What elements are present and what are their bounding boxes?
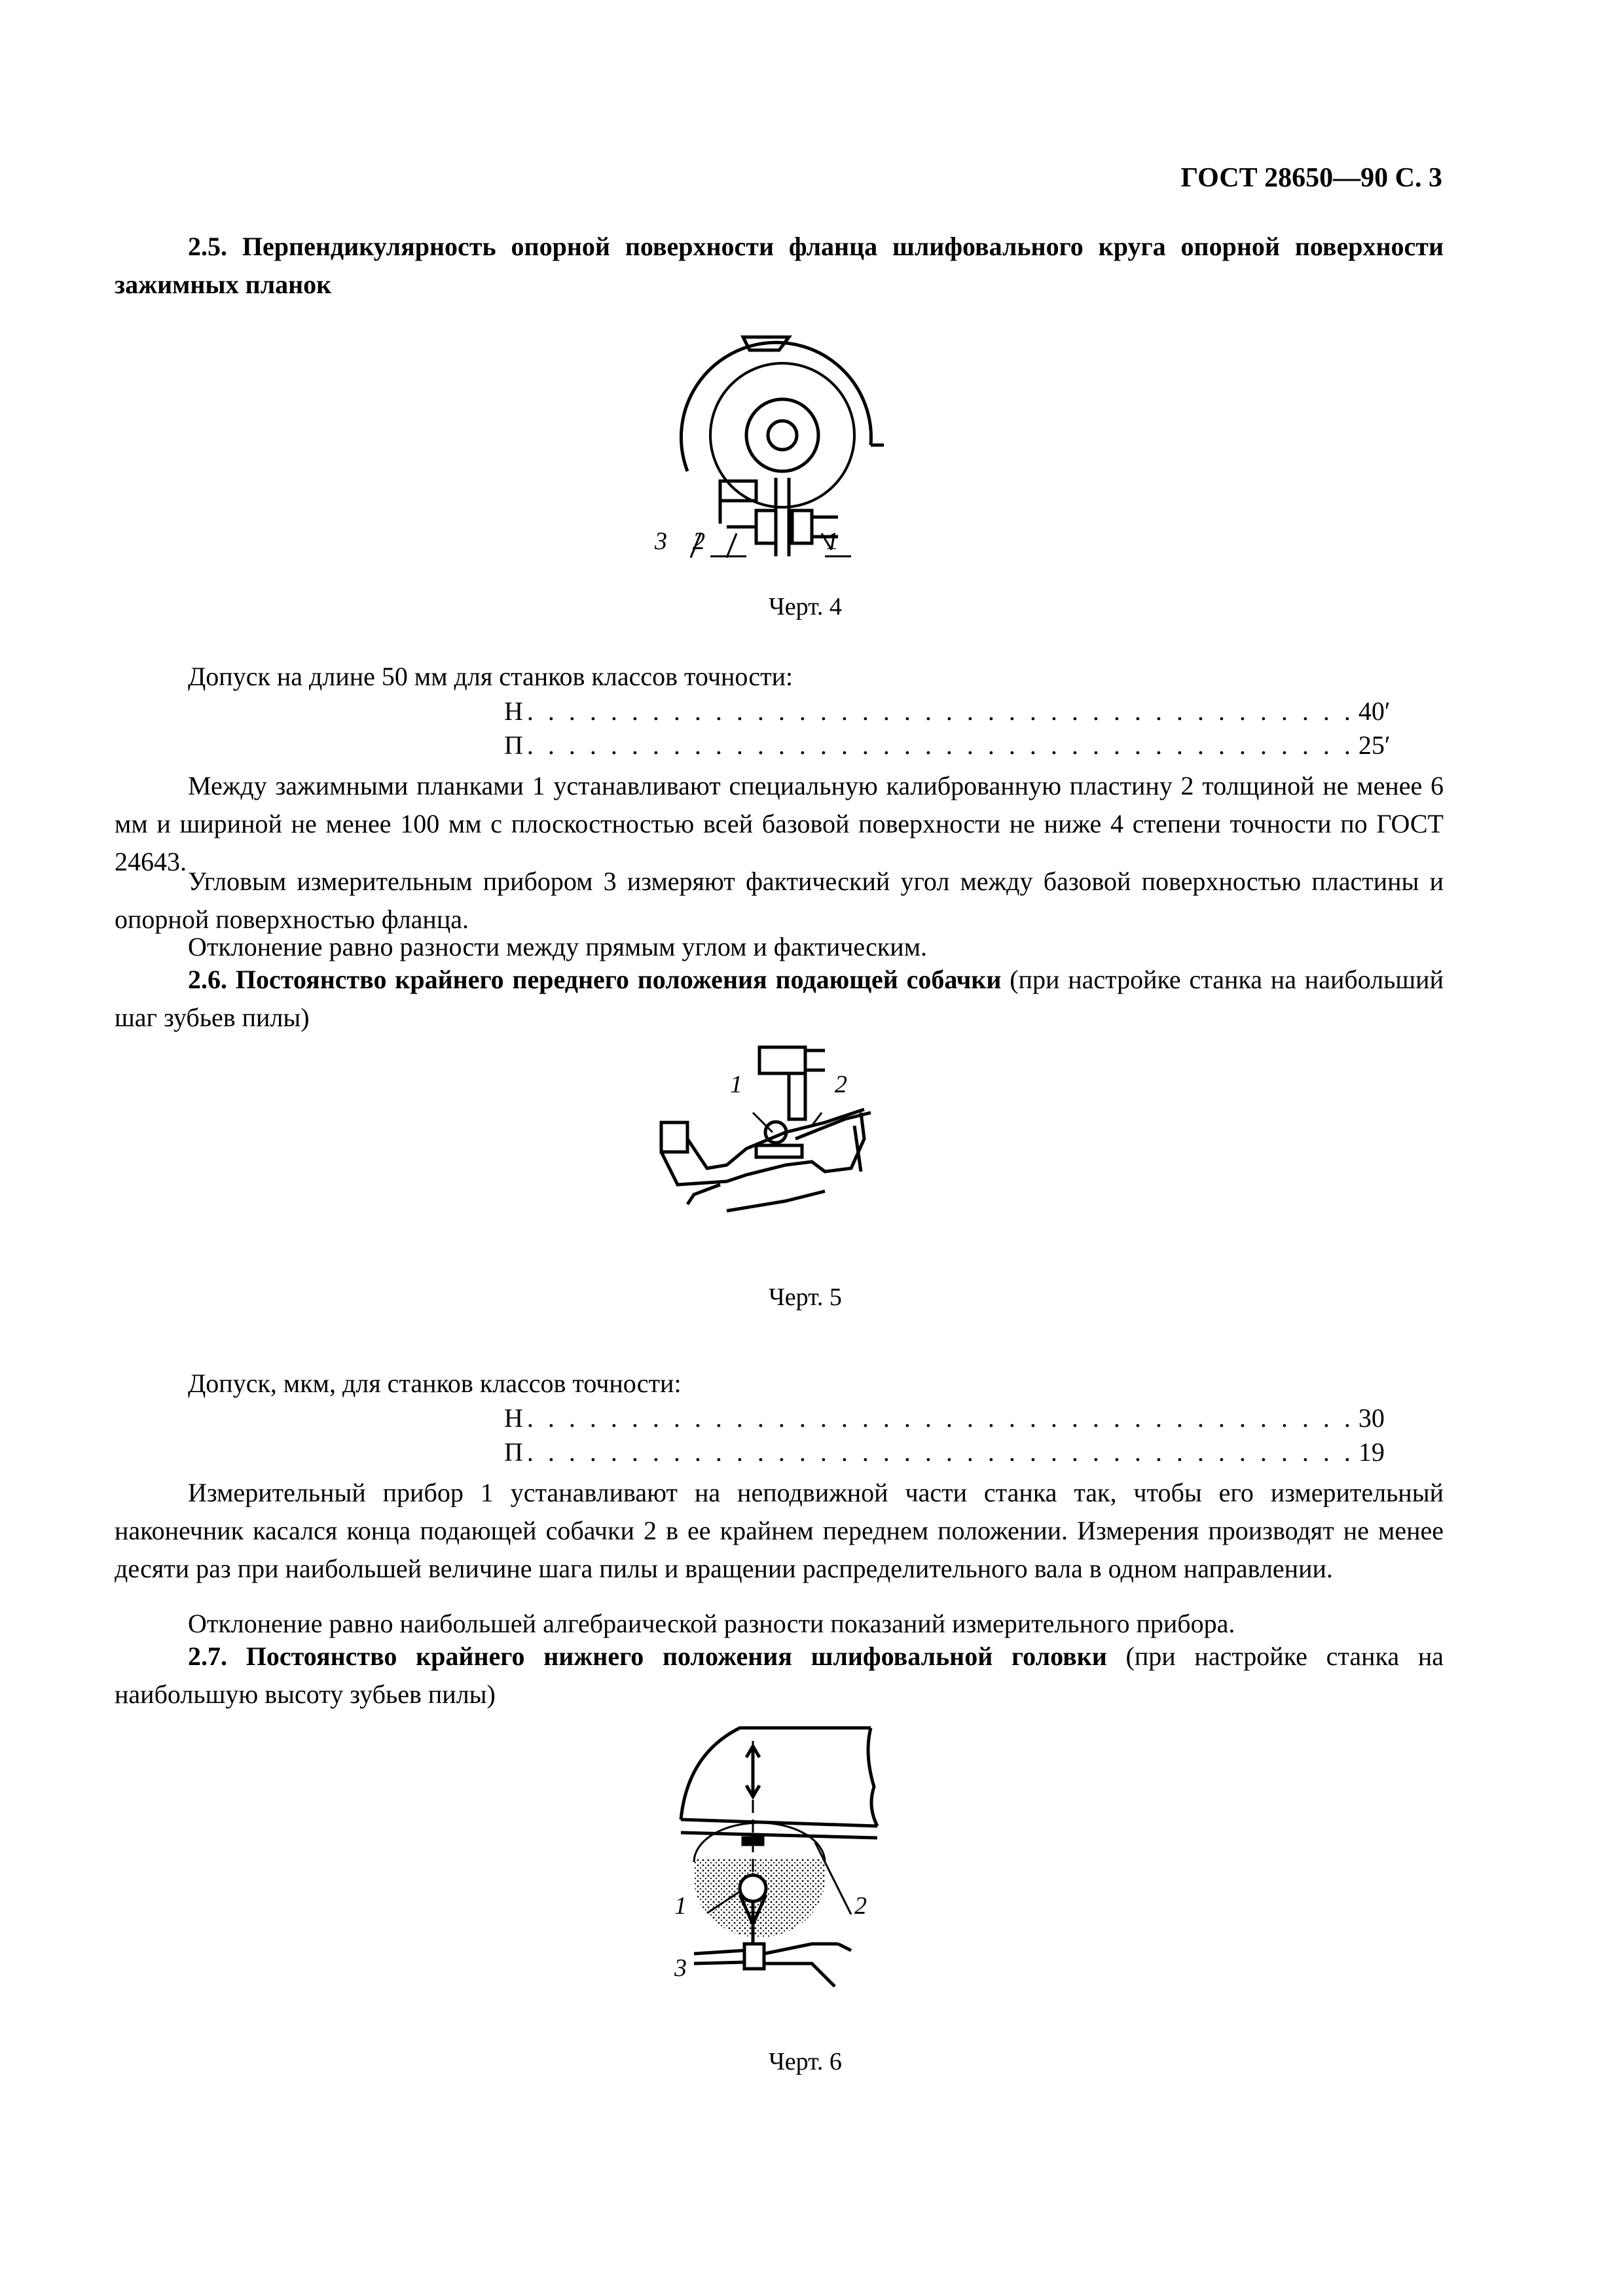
fig5-label-1: 1	[730, 1071, 742, 1098]
tolerance-4-intro: Допуск на длине 50 мм для станков классов точности:	[188, 662, 793, 691]
figure-6-drawing	[655, 1728, 903, 2029]
tolerance-class: Н	[504, 696, 523, 726]
tolerance-row: П . . . . . . . . . . . . . . . . . . . . . . . . . . . . . . . . . . . . . . . . 19	[504, 1437, 1385, 1467]
tolerance-value: 30	[1358, 1403, 1385, 1433]
figure-4-drawing	[629, 327, 917, 576]
tolerance-row: Н . . . . . . . . . . . . . . . . . . . . . . . . . . . . . . . . . . . . . . . . 30	[504, 1403, 1385, 1433]
section-number: 2.7.	[188, 1641, 227, 1671]
fig4-label-2: 2	[693, 528, 705, 555]
tolerance-class: П	[504, 1437, 523, 1467]
figure-5-drawing	[655, 1041, 903, 1237]
fig6-label-2: 2	[854, 1892, 867, 1920]
paragraph-2-5-a: Между зажимными планками 1 устанавливают специальную калиброванную пластину 2 толщиной не менее 6 мм и шириной не менее 100 мм с плоскостностью всей базовой поверхности не ниже 4 степени точности по ГОСТ 24643.	[115, 771, 1444, 876]
section-number: 2.6.	[188, 965, 227, 994]
fig4-label-1: 1	[826, 528, 839, 555]
paragraph-2-5-b: Угловым измерительным прибором 3 измеряют фактический угол между базовой поверхностью пластины и опорной поверхностью фланца.	[115, 867, 1444, 934]
section-title: Перпендикулярность опорной поверхности фланца шлифовального круга опорной поверхности зажимных планок	[115, 232, 1444, 299]
fig6-label-1: 1	[674, 1892, 687, 1920]
section-title-rest: (при настройке станка на наибольший шаг зубьев пилы)	[115, 965, 1444, 1032]
paragraph-2-5-c: Отклонение равно разности между прямым углом и фактическим.	[188, 932, 928, 961]
section-title: Постоянство крайнего переднего положения подающей собачки	[235, 965, 1002, 994]
tolerance-5-intro: Допуск, мкм, для станков классов точности:	[188, 1369, 682, 1398]
paragraph-2-6-b: Отклонение равно наибольшей алгебраической разности показаний измерительного прибора.	[188, 1609, 1235, 1638]
section-2-6-heading	[115, 961, 1444, 1037]
figure-5-caption: Черт. 5	[769, 1283, 842, 1311]
section-title-rest: (при настройке станка на наибольшую высоту зубьев пилы)	[115, 1641, 1444, 1709]
section-number: 2.5.	[188, 232, 227, 261]
section-2-5-heading	[115, 228, 1444, 304]
fig5-label-2: 2	[835, 1071, 847, 1098]
tolerance-class: П	[504, 730, 523, 760]
section-2-7-heading	[115, 1638, 1444, 1713]
figure-6-caption: Черт. 6	[769, 2048, 842, 2075]
page-header: ГОСТ 28650—90 С. 3	[1180, 163, 1442, 193]
tolerance-row: П . . . . . . . . . . . . . . . . . . . . . . . . . . . . . . . . . . . . . . . . 25′	[504, 730, 1391, 760]
tolerance-value: 19	[1358, 1437, 1385, 1467]
paragraph-2-6-a: Измерительный прибор 1 устанавливают на неподвижной части станка так, чтобы его измерительный наконечник касался конца подающей собачки 2 в ее крайнем переднем положении. Измерения производят не менее десяти раз при наибольшей величине шага пилы и вращении распределительного вала в одном направлении.	[115, 1478, 1444, 1583]
tolerance-row: Н . . . . . . . . . . . . . . . . . . . . . . . . . . . . . . . . . . . . . . . . 40′	[504, 696, 1391, 726]
fig6-label-3: 3	[674, 1954, 687, 1982]
tolerance-value: 40′	[1358, 696, 1391, 726]
fig4-label-3: 3	[655, 528, 667, 555]
tolerance-value: 25′	[1358, 730, 1391, 760]
section-title: Постоянство крайнего нижнего положения шлифовальной головки	[246, 1641, 1107, 1671]
tolerance-class: Н	[504, 1403, 523, 1433]
figure-4-caption: Черт. 4	[769, 593, 842, 620]
